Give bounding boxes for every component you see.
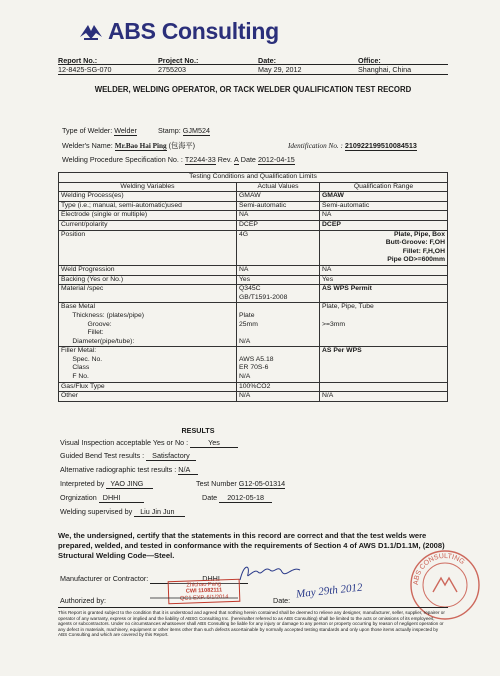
results-heading: RESULTS (181, 426, 215, 435)
company-name: ABS Consulting (108, 18, 279, 44)
qualification-range-cell (320, 382, 448, 392)
qualification-range-cell: N/A (320, 392, 448, 402)
table-body (59, 192, 448, 402)
variable-cell: Type (i.e.; manual, semi-automatic)used (59, 201, 237, 211)
project-no-label: Project No.: (158, 56, 199, 65)
variable-cell: Filler Metal: Spec. No. Class F No. (59, 347, 237, 382)
header-welding-variables: Welding Variables (59, 182, 237, 192)
radiographic-field: Alternative radiographic test results : N/A (60, 465, 198, 475)
table-row (59, 382, 448, 392)
header-qualification-range: Qualification Range (320, 182, 448, 192)
stamp-field: Stamp: GJM524 (158, 126, 210, 135)
seal-text: ABS CONSULTING (412, 552, 466, 586)
date-value: May 29, 2012 (258, 65, 302, 74)
qualification-range-cell: NA (320, 265, 448, 275)
actual-value-cell: 4G (237, 230, 320, 265)
bend-test-value: Satisfactory (146, 451, 196, 461)
actual-value-cell: NA (237, 211, 320, 221)
variable-cell: Weld Progression (59, 265, 237, 275)
table-row (59, 192, 448, 202)
qualification-range-cell: NA (320, 211, 448, 221)
cwi-stamp: Zhichao Pang CWI 11082111 QC1 EXP. 6/1/2014 (168, 579, 241, 605)
table-section-title: Testing Conditions and Qualification Limits (59, 173, 448, 183)
qualification-range-cell: Semi-automatic (320, 201, 448, 211)
report-no-value: 12-8425-SG-070 (58, 65, 112, 74)
qualification-range-cell: GMAW (320, 192, 448, 202)
variable-cell: Material /spec (59, 285, 237, 303)
variable-cell: Other (59, 392, 237, 402)
table-row (59, 285, 448, 303)
header-actual-values: Actual Values (237, 182, 320, 192)
actual-value-cell: DCEP (237, 220, 320, 230)
wps-field: Welding Procedure Specification No. : T2244-33 Rev. A Date 2012-04-15 (62, 155, 295, 164)
visual-inspection-field: Visual Inspection acceptable Yes or No : Yes (60, 438, 238, 448)
table-row (59, 265, 448, 275)
test-number-value: G12-05-01314 (238, 479, 286, 488)
disclaimer-footer: This Report is granted subject to the condition that it is understood and agreed that nothing herein contained shall be deemed to relieve any designer, manufacturer, seller, supplier, repairer or operator of any warranty, express or implied and the liability of ABSG Consulting Inc. (hereinafter referred to as ABS Consulting) shall be limited to the acts or omissions of its employees, agents or subcontractors. Under no circumstances whatsoever shall ABS Consulting be liable for any injury or damage to any person or property occurring by reason of negligent operation or any defect in materials, machinery, equipment or other items other than such defects ascertainable by normally accepted testing standards and only upon those items actually inspected by ABS Consulting and which are covered by this Report. (58, 607, 448, 638)
qualification-range-cell: Plate, Pipe, Box Butt-Groove: F,OH Fillet: F,H,OH Pipe OD>=600mm (320, 230, 448, 265)
wps-date-value: 2012-04-15 (257, 155, 295, 164)
interpreted-by-field: Interpreted by YAO JING (60, 479, 153, 489)
variable-cell: Backing (Yes or No.) (59, 275, 237, 285)
identification-field: Identification No. : 210922199510084513 (288, 141, 417, 150)
actual-value-cell: 100%CO2 (237, 382, 320, 392)
authorized-by-field: Authorized by: (60, 596, 106, 605)
result-date-field: Date 2012-05-18 (202, 493, 272, 503)
actual-value-cell: N/A (237, 392, 320, 402)
table-row (59, 220, 448, 230)
project-no-value: 2755203 (158, 65, 186, 74)
identification-value: 210922199510084513 (344, 141, 417, 150)
table-row (59, 211, 448, 221)
qualification-range-cell: AS Per WPS (320, 347, 448, 382)
wps-value: T2244-33 (184, 155, 216, 164)
welder-type-value: Welder (114, 126, 137, 135)
actual-value-cell: GMAW (237, 192, 320, 202)
actual-value-cell: Q345C GB/T1591-2008 (237, 285, 320, 303)
supervised-by-field: Welding supervised by Liu Jin Jun (60, 507, 185, 517)
variable-cell: Current/polarity (59, 220, 237, 230)
actual-value-cell: AWS A5.18 ER 70S-6 N/A (237, 347, 320, 382)
welder-name-chinese: (包海平) (168, 141, 195, 150)
organization-value: DHHI (99, 493, 145, 503)
company-logo (78, 18, 279, 45)
welder-name-field: Welder's Name: Mr.Bao Hai Ping (包海平) (62, 141, 195, 150)
interpreted-by-value: YAO JING (106, 479, 153, 489)
result-date-value: 2012-05-18 (219, 493, 272, 503)
qualification-range-cell: Plate, Pipe, Tube >=3mm (320, 303, 448, 347)
stamp-value: GJM524 (182, 126, 210, 135)
table-row (59, 347, 448, 382)
supervised-by-value: Liu Jin Jun (134, 507, 184, 517)
qualification-range-cell: AS WPS Permit (320, 285, 448, 303)
variable-cell: Base Metal Thickness: (plates/pipe) Groove: Fillet: Diameter(pipe/tube): (59, 303, 237, 347)
actual-value-cell: Semi-automatic (237, 201, 320, 211)
welder-type-field: Type of Welder: Welder (62, 126, 137, 135)
variable-cell: Electrode (single or multiple) (59, 211, 237, 221)
rev-value: A (233, 155, 239, 164)
welder-name-value: Mr.Bao Hai Ping (114, 142, 167, 150)
variable-cell: Gas/Flux Type (59, 382, 237, 392)
qualification-range-cell: Yes (320, 275, 448, 285)
authorized-signature (236, 560, 306, 586)
actual-value-cell: NA (237, 265, 320, 275)
visual-inspection-value: Yes (190, 438, 238, 448)
variable-cell: Position (59, 230, 237, 265)
table-row (59, 392, 448, 402)
test-number-field: Test Number G12-05-01314 (196, 479, 286, 488)
sign-date-value: May 29th 2012 (295, 581, 364, 601)
qualification-range-cell: DCEP (320, 220, 448, 230)
certification-statement: We, the undersigned, certify that the statements in this record are correct and that the test welds were prepared, welded, and tested in conformance with the requirements of Section 4 of AWS D1.1/D1.1M, (2008) Structural Welding Code—Steel. (58, 531, 445, 560)
abs-eagle-icon (78, 19, 104, 45)
radiographic-value: N/A (178, 465, 198, 475)
authorized-line (150, 586, 240, 600)
office-label: Office: (358, 56, 381, 65)
organization-field: Orgnization DHHI (60, 493, 144, 503)
office-value: Shanghai, China (358, 65, 412, 74)
manufacturer-field: Manufacturer or Contractor: DHHI (60, 574, 248, 584)
table-row (59, 230, 448, 265)
actual-value-cell: Plate 25mm N/A (237, 303, 320, 347)
table-row (59, 201, 448, 211)
date-label: Date: (258, 56, 276, 65)
bend-test-field: Guided Bend Test results : Satisfactory (60, 451, 196, 461)
report-no-label: Report No.: (58, 56, 98, 65)
sign-date-field: Date: (273, 596, 291, 605)
manufacturer-value: DHHI (150, 574, 248, 584)
table-row (59, 303, 448, 347)
qualification-table (58, 172, 448, 402)
record-title: WELDER, WELDING OPERATOR, OR TACK WELDER QUALIFICATION TEST RECORD (94, 85, 412, 94)
variable-cell: Welding Process(es) (59, 192, 237, 202)
table-row (59, 275, 448, 285)
actual-value-cell: Yes (237, 275, 320, 285)
